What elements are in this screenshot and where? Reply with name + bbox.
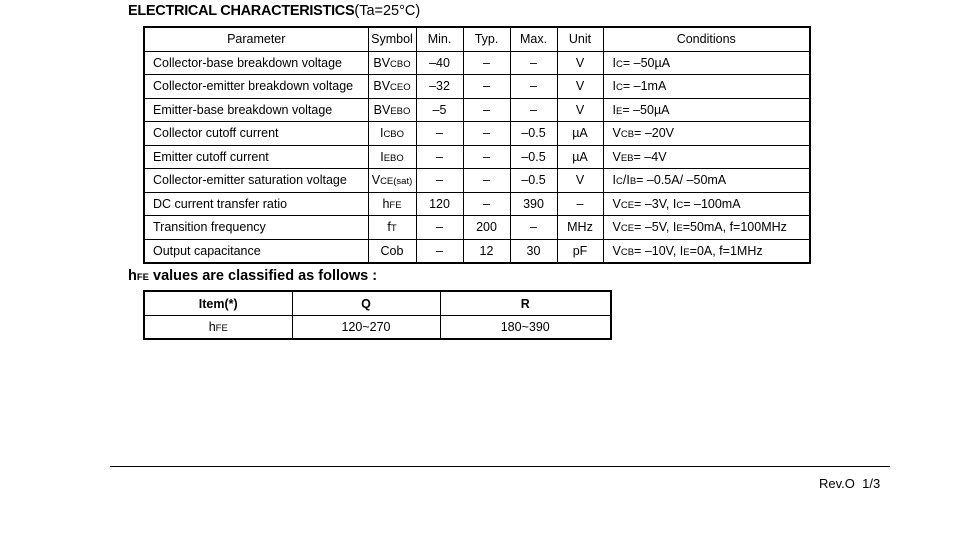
unit-cell: – [557,192,603,216]
min-cell: – [416,145,463,169]
conditions-cell: IC= –1mA [603,75,810,99]
max-cell: – [510,216,557,240]
max-cell: –0.5 [510,122,557,146]
typ-cell: – [463,145,510,169]
max-cell: –0.5 [510,169,557,193]
symbol-cell: BVCBO [368,51,416,75]
header-q: Q [292,291,440,316]
header-item: Item(*) [144,291,292,316]
unit-cell: V [557,98,603,122]
header-max: Max. [510,27,557,51]
typ-cell: 12 [463,239,510,263]
typ-cell: – [463,98,510,122]
electrical-characteristics-table [143,26,811,264]
min-cell: –40 [416,51,463,75]
symbol-cell: fT [368,216,416,240]
section-title-main: ELECTRICAL CHARACTERISTICS [128,3,355,19]
table-row [144,216,810,240]
section-title-condition: (Ta=25°C) [354,3,421,19]
table-row [144,122,810,146]
unit-cell: V [557,169,603,193]
table-row [144,239,810,263]
table-row [144,192,810,216]
unit-cell: V [557,75,603,99]
conditions-cell: VEB= –4V [603,145,810,169]
max-cell: –0.5 [510,145,557,169]
parameter-cell: Collector-emitter saturation voltage [144,169,368,193]
unit-cell: µA [557,145,603,169]
min-cell: –5 [416,98,463,122]
table-row [144,98,810,122]
unit-cell: V [557,51,603,75]
header-conditions: Conditions [603,27,810,51]
footer [819,476,880,491]
conditions-cell: VCE= –5V, IE=50mA, f=100MHz [603,216,810,240]
min-cell: – [416,169,463,193]
max-cell: 390 [510,192,557,216]
min-cell: 120 [416,192,463,216]
parameter-cell: Transition frequency [144,216,368,240]
max-cell: – [510,75,557,99]
revision-label: Rev.O [819,476,855,491]
section-title [128,3,420,19]
unit-cell: MHz [557,216,603,240]
conditions-cell: IC/IB= –0.5A/ –50mA [603,169,810,193]
header-unit: Unit [557,27,603,51]
parameter-cell: Collector-emitter breakdown voltage [144,75,368,99]
conditions-cell: VCE= –3V, IC= –100mA [603,192,810,216]
max-cell: – [510,51,557,75]
conditions-cell: IC= –50µA [603,51,810,75]
symbol-cell: hFE [368,192,416,216]
symbol-cell: Cob [368,239,416,263]
header-symbol: Symbol [368,27,416,51]
conditions-cell: VCB= –10V, IE=0A, f=1MHz [603,239,810,263]
header-r: R [440,291,611,316]
page-number: 1/3 [862,476,881,491]
table-row [144,169,810,193]
table-header-row [144,291,611,316]
min-cell: – [416,122,463,146]
symbol-cell: IEBO [368,145,416,169]
conditions-cell: IE= –50µA [603,98,810,122]
parameter-cell: Collector cutoff current [144,122,368,146]
q-cell: 120~270 [292,316,440,340]
min-cell: –32 [416,75,463,99]
typ-cell: 200 [463,216,510,240]
unit-cell: pF [557,239,603,263]
table-header-row [144,27,810,51]
hfe-classification-heading: hFE values are classified as follows : [128,268,378,284]
table-row [144,145,810,169]
typ-cell: – [463,192,510,216]
symbol-cell: ICBO [368,122,416,146]
hfe-classification-table [143,290,612,340]
max-cell: – [510,98,557,122]
table-row [144,75,810,99]
unit-cell: µA [557,122,603,146]
header-min: Min. [416,27,463,51]
symbol-cell: VCE(sat) [368,169,416,193]
parameter-cell: Output capacitance [144,239,368,263]
typ-cell: – [463,75,510,99]
conditions-cell: VCB= –20V [603,122,810,146]
table-row [144,316,611,340]
table-row [144,51,810,75]
min-cell: – [416,239,463,263]
item-cell: hFE [144,316,292,340]
footer-divider [110,466,890,467]
symbol-cell: BVCEO [368,75,416,99]
header-typ: Typ. [463,27,510,51]
parameter-cell: Emitter cutoff current [144,145,368,169]
min-cell: – [416,216,463,240]
r-cell: 180~390 [440,316,611,340]
max-cell: 30 [510,239,557,263]
parameter-cell: Collector-base breakdown voltage [144,51,368,75]
header-parameter: Parameter [144,27,368,51]
parameter-cell: Emitter-base breakdown voltage [144,98,368,122]
typ-cell: – [463,122,510,146]
typ-cell: – [463,169,510,193]
parameter-cell: DC current transfer ratio [144,192,368,216]
typ-cell: – [463,51,510,75]
symbol-cell: BVEBO [368,98,416,122]
